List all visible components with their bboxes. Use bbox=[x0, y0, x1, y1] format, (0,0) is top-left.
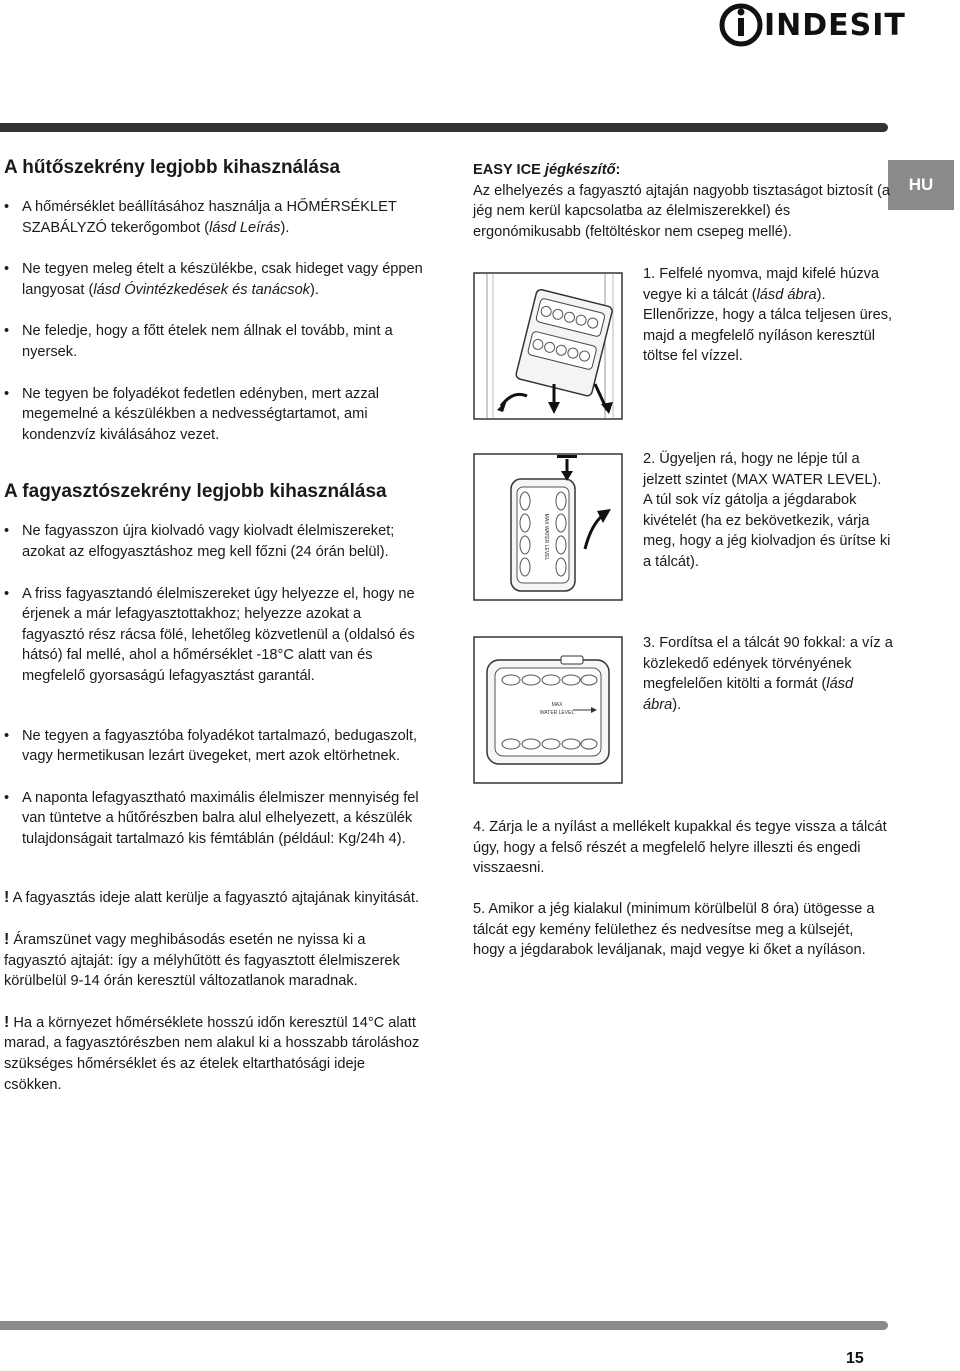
section-title-fridge: A hűtőszekrény legjobb kihasználása bbox=[4, 157, 341, 178]
max-water-level-label: MAX WATER LEVEL bbox=[543, 513, 549, 561]
list-item: • Ne tegyen meleg ételt a készülékbe, csak hideget vagy éppen langyosat (lásd Óvintézkedések és tanácsok). bbox=[4, 259, 424, 300]
step-3: 3. Fordítsa el a tálcát 90 fokkal: a víz a közlekedő edények törvényének megfelelően kitölti a formát (lásd ábra). bbox=[643, 635, 893, 713]
list-item: • Ne feledje, hogy a főtt ételek nem állnak el tovább, mint a nyersek. bbox=[4, 321, 424, 362]
step-1: 1. Felfelé nyomva, majd kifelé húzva vegye ki a tálcát (lásd ábra). Ellenőrizze, hogy a tálca teljesen üres, majd a megfelelő nyíláson keresztül töltse fel vízzel. bbox=[643, 266, 893, 365]
bottom-divider bbox=[0, 1321, 888, 1330]
step-5: 5. Amikor a jég kialakul (minimum körülbelül 8 óra) ütögesse a tálcát egy kemény felülethez és nedvesítse meg a külsejét, hogy a jégdarabok leváljanak, majd vegye ki őket a nyíláson. bbox=[473, 901, 875, 959]
brand-name: INDESIT bbox=[764, 8, 906, 43]
warning-note: ! A fagyasztás ideje alatt kerülje a fagyasztó ajtajának kinyitását. bbox=[4, 889, 419, 907]
step-4: 4. Zárja le a nyílást a mellékelt kupakkal és tegye vissza a tálcát úgy, hogy a felső részét a megfelelő helyre illeszti és engedi visszaesni. bbox=[473, 819, 887, 877]
list-item: • Ne fagyasszon újra kiolvadó vagy kiolvadt élelmiszereket; azokat az elfogyasztáshoz meg kell főzni (24 órán belül). bbox=[4, 521, 424, 562]
section-title-freezer: A fagyasztószekrény legjobb kihasználása bbox=[4, 481, 387, 503]
page-number: 15 bbox=[846, 1350, 864, 1367]
list-item: • A hőmérséklet beállításához használja a HŐMÉRSÉKLET SZABÁLYZÓ tekerőgombot (lásd Leírás). bbox=[4, 197, 424, 238]
easy-ice-intro bbox=[473, 160, 893, 242]
easy-ice-title: EASY ICE jégkészítő: bbox=[473, 162, 621, 178]
list-item: • Ne tegyen a fagyasztóba folyadékot tartalmazó, bedugaszolt, vagy hermetikusan lezárt üvegeket, mert azok eltörhetnek. bbox=[4, 726, 424, 767]
warning-icon: ! bbox=[4, 1013, 10, 1031]
left-column bbox=[4, 156, 424, 1116]
list-item: • A naponta lefagyasztható maximális élelmiszer mennyiség fel van tüntetve a hűtőrészben balra alul elhelyezett, a készülék tulajdonságait tartalmazó kis fémtáblán (például: Kg/24h 4). bbox=[4, 788, 424, 850]
language-badge: HU bbox=[888, 160, 954, 210]
indesit-logo bbox=[718, 2, 906, 48]
easy-ice-intro-text: Az elhelyezés a fagyasztó ajtaján nagyobb tisztaságot biztosít (a jég nem kerül kapcsolatba az élelmiszerekkel) és ergonómikusabb (feltöltéskor nem csepeg mellé). bbox=[473, 182, 890, 240]
warning-note: ! Ha a környezet hőmérséklete hosszú időn keresztül 14°C alatt marad, a fagyasztórészben nem alakul ki a hosszabb tároláshoz szükséges hőmérséklet és az ételek eltarthatósági ideje csökken. bbox=[4, 1013, 420, 1093]
indesit-logo-mark-icon bbox=[718, 2, 764, 48]
step-2: 2. Ügyeljen rá, hogy ne lépje túl a jelzett szintet (MAX WATER LEVEL). A túl sok víz gátolja a jégdarabok kivételét (ha ez bekövetkezik, várja meg, hogy a jég kiolvadjon és ürítse ki a tálcát). bbox=[643, 451, 891, 570]
figure-rotate-tray bbox=[473, 636, 623, 784]
list-item: • Ne tegyen be folyadékot fedetlen edényben, mert azzal megemelné a készülékben a nedvességtartamot, ami kondenzvíz kiválásához vezet. bbox=[4, 384, 424, 446]
warning-icon: ! bbox=[4, 931, 10, 949]
warning-note: ! Áramszünet vagy meghibásodás esetén ne nyissa ki a fagyasztó ajtaját: így a mélyhűtött és fagyasztott élelmiszerek körülbelül 9-14 órán keresztül változatlanok maradnak. bbox=[4, 931, 400, 990]
warning-icon: ! bbox=[4, 889, 10, 907]
figure-fill-tray bbox=[473, 453, 623, 601]
list-item: • A friss fagyasztandó élelmiszereket úgy helyezze el, hogy ne érjenek a már lefagyasztottakhoz; helyezze azokat a fagyasztó rész rácsa fölé, lehetőleg közvetlenül a (oldalsó és hátsó) fal mellé, ahol a hőmérséklet -18°C alatt van és megfelelő gyorsaságú lefagyasztást garantál. bbox=[4, 584, 424, 687]
fridge-tips-list bbox=[4, 197, 424, 445]
freezer-tips-list bbox=[4, 521, 424, 849]
max-label: MAX bbox=[551, 702, 563, 708]
water-level-label: WATER LEVEL bbox=[539, 710, 575, 716]
top-divider bbox=[0, 123, 888, 132]
figure-remove-tray bbox=[473, 272, 623, 420]
